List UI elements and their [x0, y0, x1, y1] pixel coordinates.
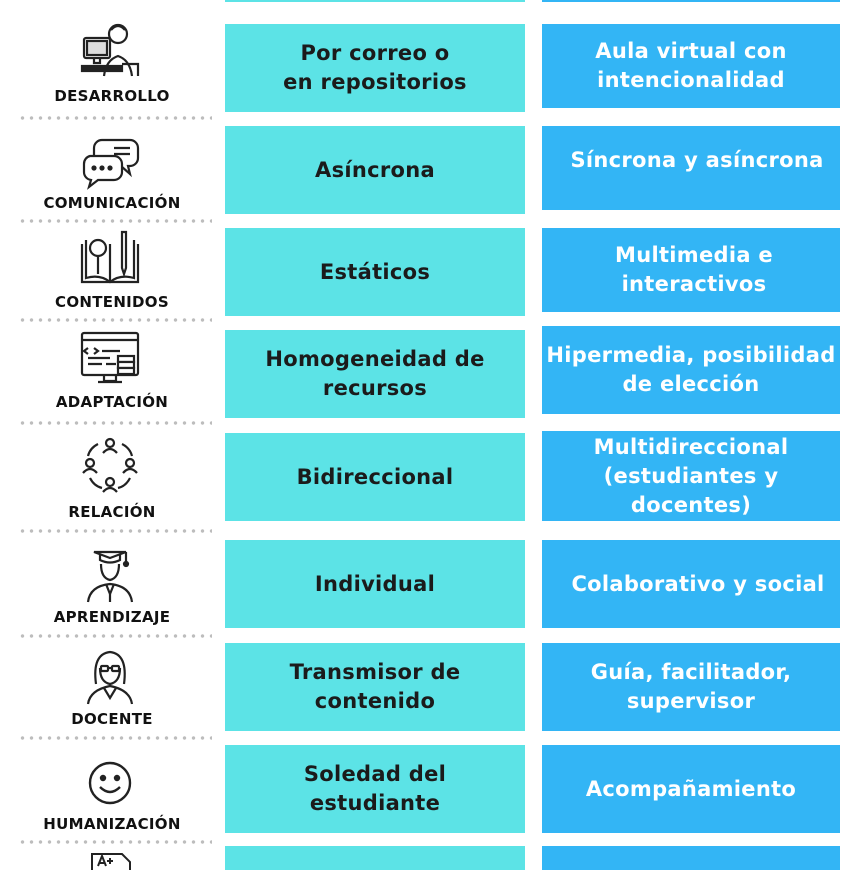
grade-a-plus-icon	[78, 850, 142, 870]
row-divider	[18, 634, 212, 638]
book-search-icon	[78, 230, 142, 288]
previous-row-edge-virtual	[542, 0, 840, 2]
virtual-cell: Hipermedia, posibilidad de elección	[542, 326, 840, 414]
traditional-cell	[225, 846, 525, 870]
traditional-cell: Transmisor de contenido	[225, 643, 525, 731]
teacher-woman-icon	[78, 648, 142, 706]
row-divider	[18, 840, 212, 844]
row-label: CONTENIDOS	[55, 293, 169, 311]
row-divider	[18, 116, 212, 120]
row-divider	[18, 318, 212, 322]
traditional-cell: Por correo o en repositorios	[225, 24, 525, 112]
row-divider	[18, 529, 212, 533]
row-divider	[18, 421, 212, 425]
row-label: HUMANIZACIÓN	[43, 815, 181, 833]
traditional-cell: Bidireccional	[225, 433, 525, 521]
row-divider	[18, 736, 212, 740]
computer-user-icon	[78, 20, 142, 78]
traditional-cell: Individual	[225, 540, 525, 628]
code-monitor-icon	[78, 330, 142, 388]
row-label: DOCENTE	[71, 710, 153, 728]
row-label: COMUNICACIÓN	[43, 194, 181, 212]
traditional-cell: Soledad del estudiante	[225, 745, 525, 833]
traditional-cell: Asíncrona	[225, 126, 525, 214]
virtual-cell: Síncrona y asíncrona	[542, 126, 840, 210]
traditional-cell: Estáticos	[225, 228, 525, 316]
virtual-cell: Guía, facilitador, supervisor	[542, 643, 840, 731]
network-people-icon	[78, 436, 142, 494]
virtual-cell: Aula virtual con intencionalidad	[542, 24, 840, 108]
chat-bubbles-icon	[78, 134, 142, 192]
previous-row-edge-traditional	[225, 0, 525, 2]
row-label: ADAPTACIÓN	[55, 393, 169, 411]
graduate-icon	[78, 546, 142, 604]
traditional-cell: Homogeneidad de recursos	[225, 330, 525, 418]
virtual-cell: Multidireccional (estudiantes y docentes)	[542, 431, 840, 521]
virtual-cell: Multimedia e interactivos	[542, 228, 840, 312]
row-divider	[18, 219, 212, 223]
virtual-cell: Acompañamiento	[542, 745, 840, 833]
row-label: APRENDIZAJE	[53, 608, 171, 626]
virtual-cell	[542, 846, 840, 870]
virtual-cell: Colaborativo y social	[542, 540, 840, 628]
row-label: RELACIÓN	[68, 503, 156, 521]
smiley-icon	[78, 754, 142, 812]
row-label: DESARROLLO	[54, 87, 170, 105]
